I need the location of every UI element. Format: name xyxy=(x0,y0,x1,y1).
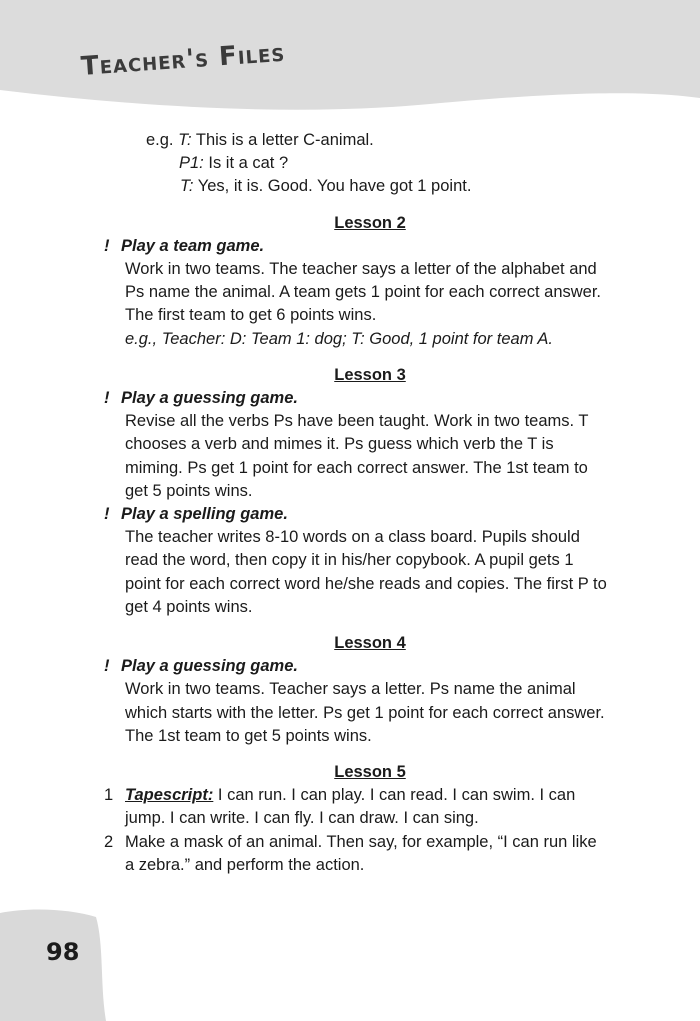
lesson-2-example: e.g., Teacher: D: Team 1: dog; T: Good, 1 point for team A. xyxy=(125,329,554,348)
lesson-5-item-1: 1 Tapescript: I can run. I can play. I can read. I can swim. I can xyxy=(104,786,576,805)
lesson-2-heading: Lesson 2 xyxy=(334,213,406,232)
body-line: read the word, then copy it in his/her copybook. A pupil gets 1 xyxy=(125,551,574,570)
body-line: chooses a verb and mimes it. Ps guess which verb the T is xyxy=(125,435,554,454)
lesson-4-task: ! Play a guessing game. xyxy=(104,657,298,676)
lesson-5-item-2: 2 Make a mask of an animal. Then say, for example, “I can run like xyxy=(104,832,597,851)
lesson-3-heading: Lesson 3 xyxy=(334,365,406,384)
body-line: Revise all the verbs Ps have been taught. Work in two teams. T xyxy=(125,412,589,431)
example-line: T: Yes, it is. Good. You have got 1 point. xyxy=(180,177,472,196)
lesson-3-task-1: ! Play a guessing game. xyxy=(104,389,298,408)
body-line: get 5 points wins. xyxy=(125,481,253,500)
body-line: jump. I can write. I can fly. I can draw. I can sing. xyxy=(125,809,479,828)
body-line: which starts with the letter. Ps get 1 point for each correct answer. xyxy=(125,703,605,722)
body-line: The 1st team to get 5 points wins. xyxy=(125,726,372,745)
header-title: Teacher's Files xyxy=(80,37,287,82)
lesson-4-heading: Lesson 4 xyxy=(334,634,406,653)
lesson-3-task-2: ! Play a spelling game. xyxy=(104,505,288,524)
body-line: a zebra.” and perform the action. xyxy=(125,855,365,874)
example-line: e.g. T: This is a letter C-animal. xyxy=(146,131,374,149)
body-line: The teacher writes 8-10 words on a class board. Pupils should xyxy=(125,528,580,547)
page-number: 98 xyxy=(46,938,80,966)
tapescript-label: Tapescript: xyxy=(125,786,214,805)
body-line: point for each correct word he/she reads and copies. The first P to xyxy=(125,574,607,593)
body-line: miming. Ps get 1 point for each correct answer. The 1st team to xyxy=(125,458,588,477)
example-line: P1: Is it a cat ? xyxy=(179,154,289,173)
body-line: Work in two teams. The teacher says a letter of the alphabet and xyxy=(125,260,597,279)
body-line: Ps name the animal. A team gets 1 point for each correct answer. xyxy=(125,283,602,302)
lesson-5-heading: Lesson 5 xyxy=(334,763,406,782)
body-line: Work in two teams. Teacher says a letter. Ps name the animal xyxy=(125,680,576,699)
page-content xyxy=(104,129,664,877)
body-line: get 4 points wins. xyxy=(125,597,253,616)
lesson-2-task: ! Play a team game. xyxy=(104,236,265,255)
body-line: The first team to get 6 points wins. xyxy=(125,306,377,325)
